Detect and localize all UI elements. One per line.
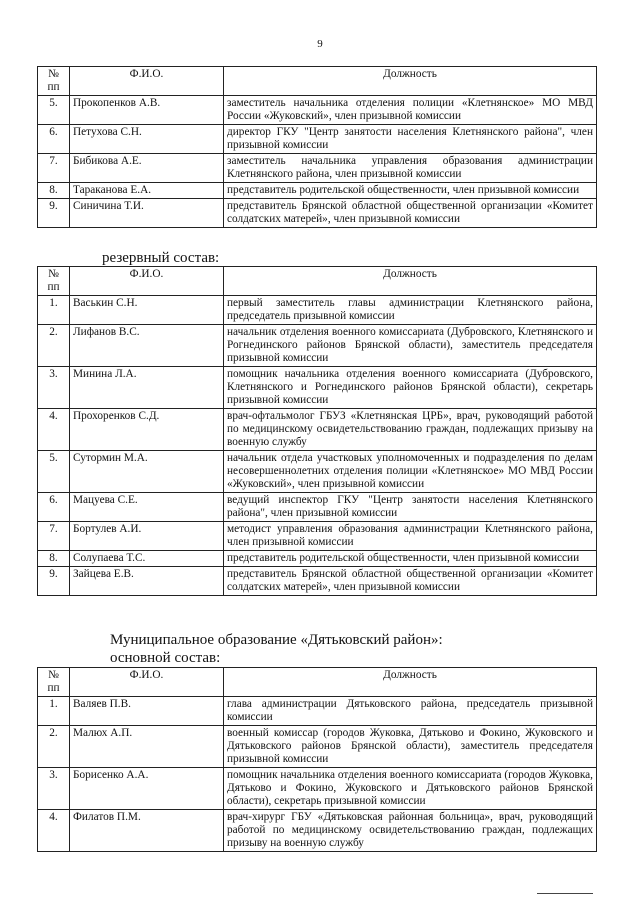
table-header-row <box>38 67 597 96</box>
table-row <box>38 154 597 183</box>
cell-name: Прохоренков С.Д. <box>70 409 224 451</box>
cell-name: Лифанов В.С. <box>70 325 224 367</box>
section-label-municipality: Муниципальное образование «Дятьковский район»: <box>110 632 443 648</box>
header-name: Ф.И.О. <box>70 668 224 697</box>
cell-name: Филатов П.М. <box>70 810 224 852</box>
cell-name: Бибикова А.Е. <box>70 154 224 183</box>
commission-table-klentnya-main <box>37 66 597 228</box>
table-row <box>38 409 597 451</box>
section-label-reserve: резервный состав: <box>102 250 220 266</box>
cell-role: заместитель начальника отделения полиции «Клетнянское» МО МВД России «Жуковский», член призывной комиссии <box>224 96 597 125</box>
cell-num: 7. <box>38 154 70 183</box>
cell-name: Зайцева Е.В. <box>70 567 224 596</box>
cell-role: ведущий инспектор ГКУ "Центр занятости населения Клетнянского района", член призывной комиссии <box>224 493 597 522</box>
table-row <box>38 125 597 154</box>
cell-name: Сутормин М.А. <box>70 451 224 493</box>
table-row <box>38 367 597 409</box>
cell-num: 5. <box>38 451 70 493</box>
header-num: № пп <box>38 668 70 697</box>
table-row <box>38 726 597 768</box>
header-num: № пп <box>38 67 70 96</box>
table-row <box>38 551 597 567</box>
header-role: Должность <box>224 267 597 296</box>
cell-num: 3. <box>38 768 70 810</box>
cell-num: 5. <box>38 96 70 125</box>
cell-num: 3. <box>38 367 70 409</box>
cell-num: 4. <box>38 810 70 852</box>
cell-role: начальник отдела участковых уполномоченных и подразделения по делам несовершеннолетних отделения полиции «Клетнянское» МО МВД России «Жуковский», член призывной комиссии <box>224 451 597 493</box>
cell-num: 2. <box>38 325 70 367</box>
cell-role: заместитель начальника управления образования администрации Клетнянского района, член призывной комиссии <box>224 154 597 183</box>
cell-name: Петухова С.Н. <box>70 125 224 154</box>
header-role: Должность <box>224 67 597 96</box>
cell-num: 9. <box>38 199 70 228</box>
header-name: Ф.И.О. <box>70 67 224 96</box>
cell-role: представитель Брянской областной общественной организации «Комитет солдатских матерей», член призывной комиссии <box>224 199 597 228</box>
cell-num: 1. <box>38 296 70 325</box>
cell-role: помощник начальника отделения военного комиссариата (городов Жуковка, Дятьково и Фокино, Жуковского и Дятьковского районов Брянской области), секретарь призывной комиссии <box>224 768 597 810</box>
cell-role: методист управления образования администрации Клетнянского района, член призывной комиссии <box>224 522 597 551</box>
cell-num: 8. <box>38 551 70 567</box>
header-role: Должность <box>224 668 597 697</box>
header-name: Ф.И.О. <box>70 267 224 296</box>
cell-name: Тараканова Е.А. <box>70 183 224 199</box>
cell-num: 1. <box>38 697 70 726</box>
cell-name: Васькин С.Н. <box>70 296 224 325</box>
table-row <box>38 768 597 810</box>
cell-num: 8. <box>38 183 70 199</box>
cell-name: Валяев П.В. <box>70 697 224 726</box>
cell-num: 4. <box>38 409 70 451</box>
table-row <box>38 296 597 325</box>
cell-name: Солупаева Т.С. <box>70 551 224 567</box>
page-number: 9 <box>317 38 323 50</box>
cell-name: Мацуева С.Е. <box>70 493 224 522</box>
cell-role: врач-офтальмолог ГБУЗ «Клетнянская ЦРБ», врач, руководящий работой по медицинскому освидетельствованию граждан, подлежащих призыву на военную службу <box>224 409 597 451</box>
cell-role: представитель родительской общественности, член призывной комиссии <box>224 183 597 199</box>
cell-num: 9. <box>38 567 70 596</box>
cell-num: 2. <box>38 726 70 768</box>
table-row <box>38 451 597 493</box>
table-row <box>38 810 597 852</box>
table-row <box>38 567 597 596</box>
cell-num: 7. <box>38 522 70 551</box>
section-label-main: основной состав: <box>110 650 221 666</box>
table-header-row <box>38 267 597 296</box>
cell-name: Минина Л.А. <box>70 367 224 409</box>
table-row <box>38 697 597 726</box>
cell-role: врач-хирург ГБУ «Дятьковская районная больница», врач, руководящий работой по медицинскому освидетельствованию граждан, подлежащих призыву на военную службу <box>224 810 597 852</box>
table-row <box>38 325 597 367</box>
table-row <box>38 183 597 199</box>
table-header-row <box>38 668 597 697</box>
cell-name: Борисенко А.А. <box>70 768 224 810</box>
cell-role: директор ГКУ "Центр занятости населения Клетнянского района", член призывной комиссии <box>224 125 597 154</box>
table-row <box>38 493 597 522</box>
cell-name: Малюх А.П. <box>70 726 224 768</box>
header-num: № пп <box>38 267 70 296</box>
cell-role: глава администрации Дятьковского района, председатель призывной комиссии <box>224 697 597 726</box>
cell-role: помощник начальника отделения военного комиссариата (Дубровского, Клетнянского и Рогнединского районов Брянской области), секретарь призывной комиссии <box>224 367 597 409</box>
cell-name: Синичина Т.И. <box>70 199 224 228</box>
cell-role: представитель родительской общественности, член призывной комиссии <box>224 551 597 567</box>
cell-num: 6. <box>38 125 70 154</box>
cell-role: военный комиссар (городов Жуковка, Дятьково и Фокино, Жуковского и Дятьковского районов Брянской области), заместитель председателя призывной комиссии <box>224 726 597 768</box>
table-row <box>38 199 597 228</box>
table-row <box>38 522 597 551</box>
cell-name: Прокопенков А.В. <box>70 96 224 125</box>
commission-table-dyatkovo-main <box>37 667 597 852</box>
table-row <box>38 96 597 125</box>
cell-name: Бортулев А.И. <box>70 522 224 551</box>
cell-num: 6. <box>38 493 70 522</box>
footer-line <box>537 893 593 894</box>
commission-table-klentnya-reserve <box>37 266 597 596</box>
cell-role: представитель Брянской областной общественной организации «Комитет солдатских матерей», член призывной комиссии <box>224 567 597 596</box>
cell-role: первый заместитель главы администрации Клетнянского района, председатель призывной комиссии <box>224 296 597 325</box>
cell-role: начальник отделения военного комиссариата (Дубровского, Клетнянского и Рогнединского районов Брянской области), заместитель председателя призывной комиссии <box>224 325 597 367</box>
